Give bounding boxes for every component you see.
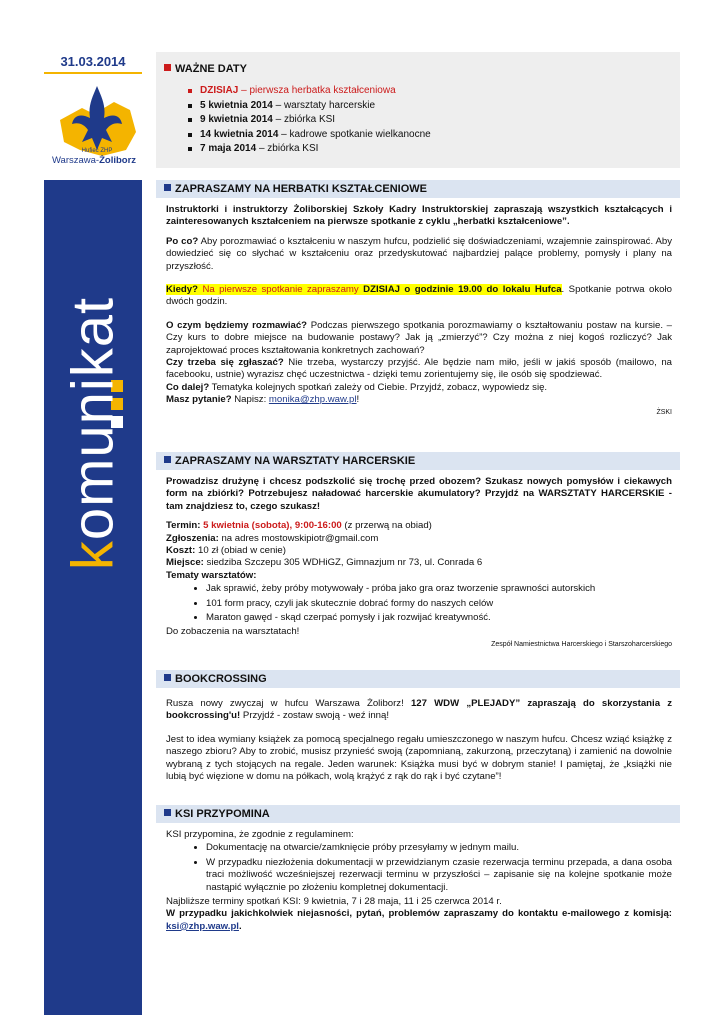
list-item: • Jak sprawić, żeby próby motywowały - próba jako gra oraz tworzenie sprawności autorskich	[206, 583, 672, 595]
ksi-list	[206, 842, 672, 894]
herbatki-signature: ŻSKI	[656, 408, 672, 416]
bookcrossing-heading: BOOKCROSSING	[156, 670, 680, 688]
warsztaty-heading: ZAPRASZAMY NA WARSZTATY HARCERSKIE	[156, 452, 680, 470]
dates-list	[188, 84, 680, 157]
ksi-body: KSI przypomina, że zgodnie z regulaminem: • Dokumentację na otwarcie/zamknięcie próby przesyłamy w jednym mailu. • W przypadku niezłożenia dokumentacji w przewidzianym czasie rezerwacja terminu przepada, a dana osoba traci możliwość wcześniejszej rezerwacji terminu w przyszłości – zapisanie się na kolejne spotkanie może nastąpić wyłącznie po złożeniu kompletnej dokumentacji. Najbliższe terminy spotkań KSI: 9 kwietnia, 7 i 28 maja, 11 i 25 czerwca 2014 r. W przypadku jakichkolwiek niejasności, pytań, problemów zapraszamy do kontaktu e-mailowego z komisją: ksi@zhp.waw.pl.	[156, 823, 680, 937]
list-item: • 101 form pracy, czyli jak skutecznie dobrać formy do naszych celów	[206, 598, 672, 610]
list-item: • Dokumentację na otwarcie/zamknięcie próby przesyłamy w jednym mailu.	[206, 842, 672, 854]
ksi-heading: KSI PRZYPOMINA	[156, 805, 680, 823]
list-item: • W przypadku niezłożenia dokumentacji w przewidzianym czasie rezerwacja terminu przepada, a dana osoba traci możliwość wcześniejszej rezerwacji terminu w przyszłości – zapisanie się na kolejne spotkanie może nastąpić wyłącznie po złożeniu kompletnej dokumentacji.	[206, 857, 672, 894]
important-dates-box	[156, 52, 680, 168]
section-bookcrossing	[156, 670, 680, 794]
logo-caption-small: Hufiec ZHP	[81, 148, 113, 154]
date-item: 5 kwietnia 2014 – warsztaty harcerskie	[188, 99, 680, 114]
red-square-icon	[164, 64, 171, 71]
monika-email-link[interactable]: monika@zhp.waw.pl	[268, 394, 357, 406]
issue-date: 31.03.2014	[44, 52, 142, 74]
date-item: 7 maja 2014 – zbiórka KSI	[188, 142, 680, 157]
section-warsztaty	[156, 452, 680, 655]
warsztaty-body: Prowadzisz drużynę i chcesz podszkolić się trochę przed obozem? Szukasz nowych pomysłów i ciekawych form na zbiórki? Potrzebujesz naładować harcerskie akumulatory? Przyjdź na WARSZTATY HARCERSKIE - tam znajdziesz to, czego szukasz! Termin: 5 kwietnia (sobota), 9:00-16:00 (z przerwą na obiad) Zgłoszenia: na adres mostowskipiotr@gmail.com Koszt: 10 zł (obiad w cenie) Miejsce: siedziba Szczepu 305 WDHiGZ, Gimnazjum nr 73, ul. Conrada 6 Tematy warsztatów: • Jak sprawić, żeby próby motywowały - próba jako gra oraz tworzenie sprawności autorskich • 101 form pracy, czyli jak skutecznie dobrać formy do naszych celów • Maraton gawęd - skąd czerpać pomysły i jak rozwijać kreatywność. Do zobaczenia na warsztatach! Zespół Namiestnictwa Harcerskiego i Starszoharcerskiego	[156, 470, 680, 655]
banner-title: komunikat	[60, 296, 126, 571]
dates-heading: WAŻNE DATY	[156, 52, 680, 82]
warsztaty-signature: Zespół Namiestnictwa Harcerskiego i Starszoharcerskiego	[491, 640, 672, 648]
herbatki-body: Instruktorki i instruktorzy Żoliborskiej Szkoły Kadry Instruktorskiej zapraszają wszystkich kształcących i zainteresowanych kształceniem na pierwsze spotkanie z cyklu „herbatki kształceniowe”. Po co? Aby porozmawiać o kształceniu w naszym hufcu, podzielić się doświadczeniami, wzajemnie zainspirować. Aby dowiedzieć się co słychać w kształceniu oraz przedyskutować najbardziej palące problemy, pomysły i plany na przyszłość. Kiedy? Na pierwsze spotkanie zapraszamy DZISIAJ o godzinie 19.00 do lokalu Hufca. Spotkanie potrwa około dwóch godzin. O czym będziemy rozmawiać? Podczas pierwszego spotkania porozmawiamy o kształtowaniu postaw na kursie. – Czy kurs to dobre miejsce na budowanie postawy? Jak ją „zmierzyć”? Czy można z niej kogoś rozliczyć? Jak zaprojektować proces kształtowania konkretnych zachowań? Czy trzeba się zgłaszać? Nie trzeba, wystarczy przyjść. Ale będzie nam miło, jeśli w jakiś sposób (mailowo, na facebooku, ustnie) wyrazisz chęć uczestnictwa - dzięki temu zorientujemy się, ile osób się spodziewać. Co dalej? Tematyka kolejnych spotkań zależy od Ciebie. Przyjdź, zobacz, wypowiedz się. Masz pytanie? Napisz: monika@zhp.waw.pl! ŻSKI	[156, 198, 680, 423]
blue-square-icon	[164, 184, 171, 191]
side-banner	[44, 180, 142, 1015]
blue-square-icon	[164, 809, 171, 816]
section-ksi	[156, 805, 680, 937]
date-item: 14 kwietnia 2014 – kadrowe spotkanie wielkanocne	[188, 128, 680, 143]
date-item: 9 kwietnia 2014 – zbiórka KSI	[188, 113, 680, 128]
blue-square-icon	[164, 674, 171, 681]
bookcrossing-body: Rusza nowy zwyczaj w hufcu Warszawa Żoliborz! 127 WDW „PLEJADY” zapraszają do skorzystania z bookcrossing'u! Przyjdź - zostaw swoją - weź inną! Jest to idea wymiany książek za pomocą specjalnego regału umieszczonego w naszym hufcu. Chcesz wziąć książkę z naszego zbioru? Aby to zrobić, musisz przynieść swoją (zapomnianą, zakurzoną, przeczytaną) i zamienić na dowolnie wybraną z tych stojących na regale. Jeden warunek: Książka musi być w dobrym stanie! I pamiętaj, że „książki nie lubią być więzione w domu na półkach, wolą krążyć z rąk do rąk i być czytane”!	[166, 698, 672, 783]
logo-caption: Warszawa-Żoliborz	[51, 155, 137, 166]
list-item: • Maraton gawęd - skąd czerpać pomysły i jak rozwijać kreatywność.	[206, 612, 672, 624]
blue-square-icon	[164, 456, 171, 463]
tematy-list	[206, 583, 672, 624]
herbatki-heading: ZAPRASZAMY NA HERBATKI KSZTAŁCENIOWE	[156, 180, 680, 198]
ksi-email-link[interactable]: ksi@zhp.waw.pl	[166, 920, 239, 932]
date-item: DZISIAJ – pierwsza herbatka kształceniowa	[188, 84, 680, 99]
section-herbatki	[156, 180, 680, 423]
